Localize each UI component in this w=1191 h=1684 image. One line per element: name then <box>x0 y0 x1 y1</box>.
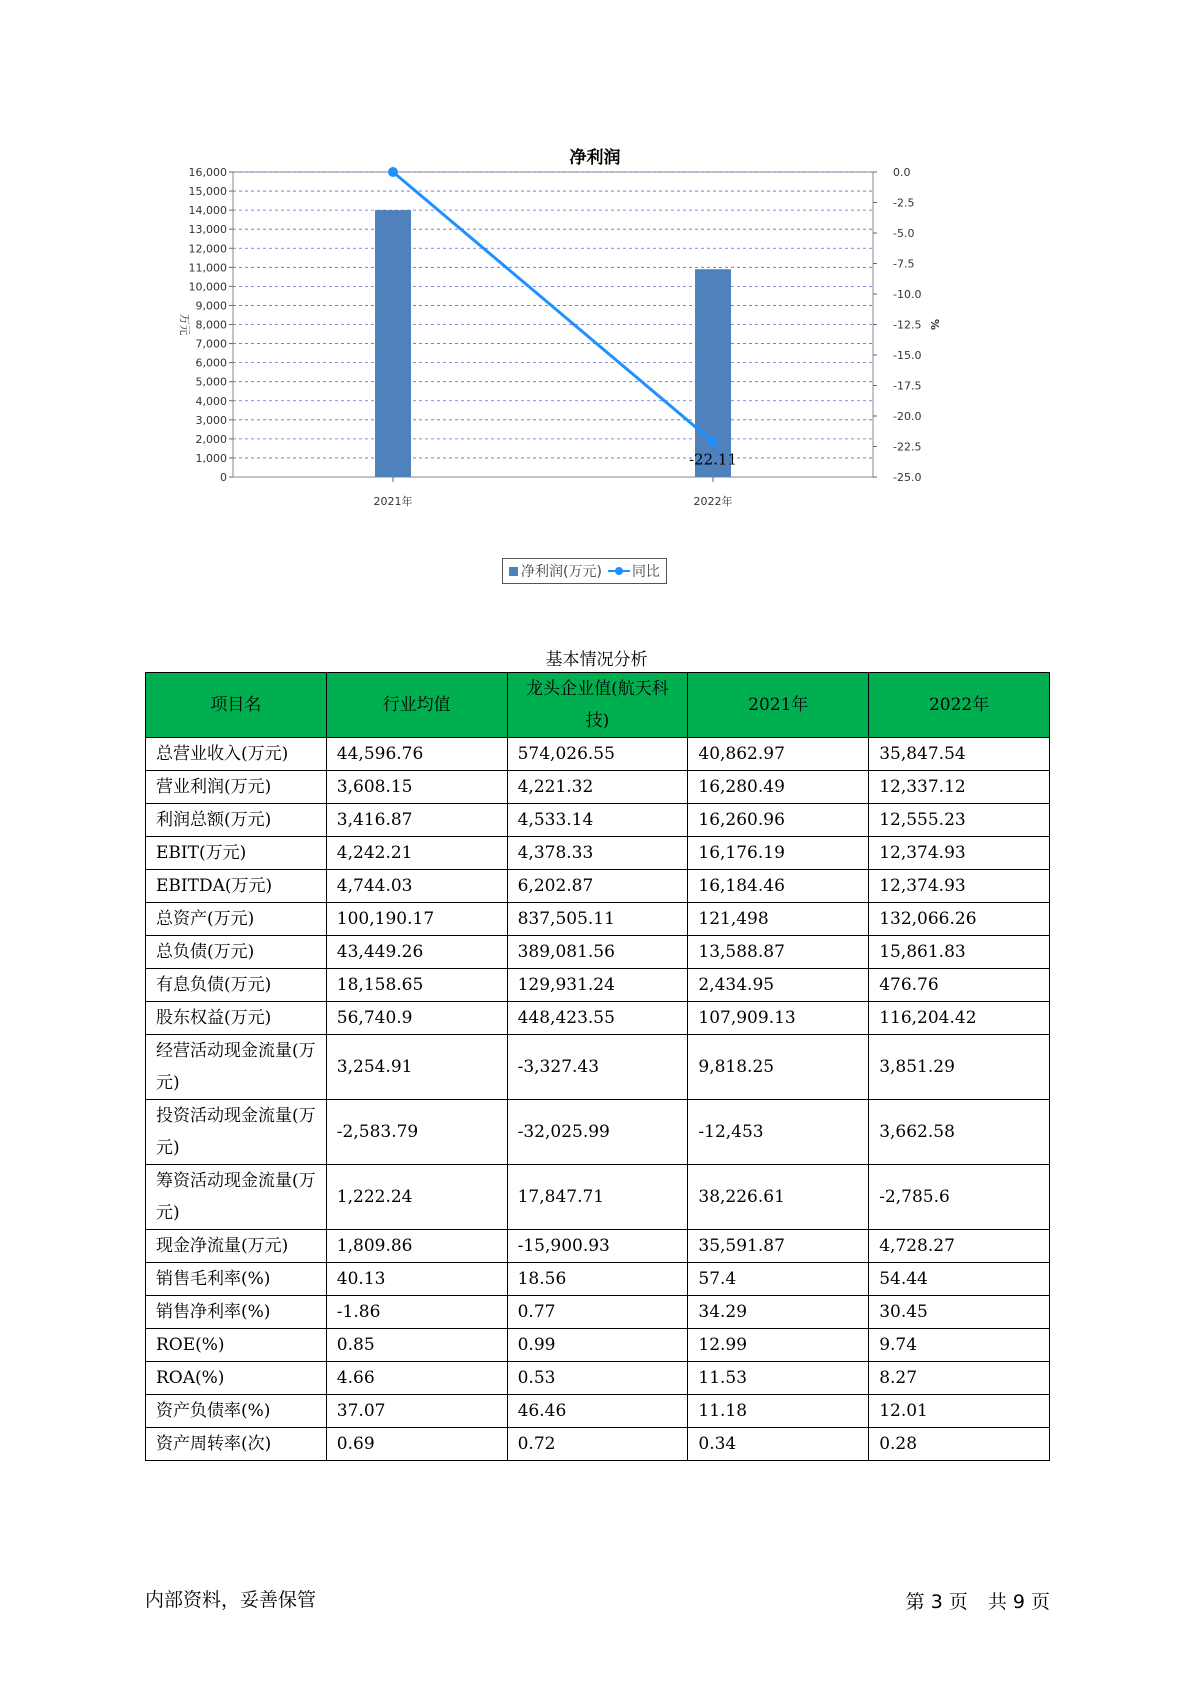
row-label: 利润总额(万元) <box>146 804 327 837</box>
table-cell: 9.74 <box>869 1329 1050 1362</box>
table-cell: 132,066.26 <box>869 903 1050 936</box>
left-tick-label: 3,000 <box>195 413 227 427</box>
table-cell: 0.77 <box>507 1296 688 1329</box>
table-cell: 16,184.46 <box>688 870 869 903</box>
footer-pagination <box>906 1587 1050 1614</box>
table-cell: 34.29 <box>688 1296 869 1329</box>
row-label: 销售净利率(%) <box>146 1296 327 1329</box>
table-row <box>146 1428 1050 1461</box>
table-cell: 3,608.15 <box>326 771 507 804</box>
table-cell: 4,221.32 <box>507 771 688 804</box>
table-cell: 12.99 <box>688 1329 869 1362</box>
table-cell: 0.34 <box>688 1428 869 1461</box>
row-label: 现金净流量(万元) <box>146 1230 327 1263</box>
table-row <box>146 1230 1050 1263</box>
table-cell: 0.72 <box>507 1428 688 1461</box>
table-header-row <box>146 673 1050 738</box>
bar-net-profit <box>375 210 411 477</box>
table-cell: 46.46 <box>507 1395 688 1428</box>
column-header: 2021年 <box>688 673 869 738</box>
legend-item-line <box>608 561 660 581</box>
x-tick-label: 2022年 <box>693 495 733 508</box>
table-cell: 16,280.49 <box>688 771 869 804</box>
table-cell: 0.99 <box>507 1329 688 1362</box>
table-cell: 44,596.76 <box>326 738 507 771</box>
right-tick-label: -15.0 <box>893 349 922 362</box>
row-label: 营业利润(万元) <box>146 771 327 804</box>
table-cell: 2,434.95 <box>688 969 869 1002</box>
table-cell: 0.85 <box>326 1329 507 1362</box>
table-cell: 13,588.87 <box>688 936 869 969</box>
footer-confidential: 内部资料，妥善保管 <box>145 1589 317 1611</box>
table-cell: 6,202.87 <box>507 870 688 903</box>
table-cell: 57.4 <box>688 1263 869 1296</box>
column-header: 龙头企业值(航天科技) <box>507 673 688 738</box>
right-tick-label: 0.0 <box>893 166 911 179</box>
left-tick-label: 16,000 <box>188 166 227 179</box>
table-row <box>146 1100 1050 1165</box>
chart-legend <box>502 558 667 584</box>
table-cell: 3,254.91 <box>326 1035 507 1100</box>
row-label: 投资活动现金流量(万元) <box>146 1100 327 1165</box>
chart-canvas <box>170 135 1020 555</box>
right-tick-label: -7.5 <box>893 257 915 271</box>
yoy-data-label: -22.11 <box>688 450 738 469</box>
right-tick-label: -25.0 <box>893 471 922 484</box>
table-cell: 56,740.9 <box>326 1002 507 1035</box>
table-cell: 17,847.71 <box>507 1165 688 1230</box>
table-cell: -12,453 <box>688 1100 869 1165</box>
table-cell: 448,423.55 <box>507 1002 688 1035</box>
table-cell: 0.69 <box>326 1428 507 1461</box>
table-cell: 12,337.12 <box>869 771 1050 804</box>
row-label: 总资产(万元) <box>146 903 327 936</box>
left-tick-label: 11,000 <box>188 261 227 275</box>
table-cell: 0.53 <box>507 1362 688 1395</box>
yoy-point <box>708 437 718 447</box>
column-header: 2022年 <box>869 673 1050 738</box>
table-cell: 35,847.54 <box>869 738 1050 771</box>
footer-page-number: 第 3 页 <box>905 1591 968 1613</box>
y-axis-label-left: 万元 <box>178 313 191 336</box>
table-cell: 4.66 <box>326 1362 507 1395</box>
table-cell: -2,583.79 <box>326 1100 507 1165</box>
table-cell: -3,327.43 <box>507 1035 688 1100</box>
column-header: 项目名 <box>146 673 327 738</box>
table-cell: 4,378.33 <box>507 837 688 870</box>
right-tick-label: -12.5 <box>893 318 922 332</box>
table-cell: 40.13 <box>326 1263 507 1296</box>
table-cell: 121,498 <box>688 903 869 936</box>
table-cell: 4,533.14 <box>507 804 688 837</box>
left-tick-label: 9,000 <box>195 299 227 313</box>
table-cell: -15,900.93 <box>507 1230 688 1263</box>
table-cell: -32,025.99 <box>507 1100 688 1165</box>
table-cell: 3,851.29 <box>869 1035 1050 1100</box>
table-row <box>146 1002 1050 1035</box>
table-cell: 18,158.65 <box>326 969 507 1002</box>
legend-line-swatch <box>608 566 630 576</box>
row-label: 有息负债(万元) <box>146 969 327 1002</box>
table-row <box>146 837 1050 870</box>
left-tick-label: 6,000 <box>195 356 227 370</box>
right-tick-label: -20.0 <box>893 410 922 423</box>
right-tick-label: -5.0 <box>893 227 915 240</box>
table-cell: 40,862.97 <box>688 738 869 771</box>
chart-title: 净利润 <box>569 148 621 168</box>
x-tick-label: 2021年 <box>373 495 413 508</box>
table-cell: 16,176.19 <box>688 837 869 870</box>
right-tick-label: -2.5 <box>893 196 915 210</box>
table-body <box>146 738 1050 1461</box>
legend-item-bar <box>509 561 602 581</box>
table-caption: 基本情况分析 <box>545 650 648 670</box>
table-cell: -1.86 <box>326 1296 507 1329</box>
left-tick-label: 15,000 <box>188 185 227 199</box>
left-tick-label: 7,000 <box>195 337 227 351</box>
table-row <box>146 804 1050 837</box>
table-cell: 8.27 <box>869 1362 1050 1395</box>
row-label: 筹资活动现金流量(万元) <box>146 1165 327 1230</box>
table-cell: 4,744.03 <box>326 870 507 903</box>
table-cell: 116,204.42 <box>869 1002 1050 1035</box>
table-cell: 54.44 <box>869 1263 1050 1296</box>
table-cell: 476.76 <box>869 969 1050 1002</box>
table-cell: 16,260.96 <box>688 804 869 837</box>
table-cell: 107,909.13 <box>688 1002 869 1035</box>
table-cell: 38,226.61 <box>688 1165 869 1230</box>
legend-bar-label: 净利润(万元) <box>521 564 602 580</box>
table-row <box>146 903 1050 936</box>
table-cell: 3,416.87 <box>326 804 507 837</box>
left-tick-label: 1,000 <box>195 451 227 465</box>
table-row <box>146 738 1050 771</box>
left-tick-label: 14,000 <box>188 204 227 218</box>
row-label: 股东权益(万元) <box>146 1002 327 1035</box>
row-label: 经营活动现金流量(万元) <box>146 1035 327 1100</box>
table-row <box>146 870 1050 903</box>
left-tick-label: 13,000 <box>188 223 227 237</box>
table-cell: 100,190.17 <box>326 903 507 936</box>
table-cell: 12,374.93 <box>869 870 1050 903</box>
table-cell: 389,081.56 <box>507 936 688 969</box>
table-cell: 30.45 <box>869 1296 1050 1329</box>
table-cell: 18.56 <box>507 1263 688 1296</box>
table-cell: -2,785.6 <box>869 1165 1050 1230</box>
yoy-line <box>393 172 713 442</box>
table-row <box>146 1263 1050 1296</box>
yoy-point <box>388 167 398 177</box>
table-cell: 1,809.86 <box>326 1230 507 1263</box>
row-label: 总负债(万元) <box>146 936 327 969</box>
table-cell: 1,222.24 <box>326 1165 507 1230</box>
left-tick-label: 4,000 <box>195 394 227 408</box>
row-label: EBITDA(万元) <box>146 870 327 903</box>
left-tick-label: 0 <box>220 471 227 484</box>
table-cell: 574,026.55 <box>507 738 688 771</box>
column-header: 行业均值 <box>326 673 507 738</box>
table-row <box>146 1035 1050 1100</box>
left-tick-label: 5,000 <box>195 375 227 389</box>
left-tick-label: 12,000 <box>188 242 227 256</box>
table-cell: 9,818.25 <box>688 1035 869 1100</box>
left-tick-label: 10,000 <box>188 280 227 294</box>
table-row <box>146 1296 1050 1329</box>
table-row <box>146 771 1050 804</box>
table-cell: 0.28 <box>869 1428 1050 1461</box>
table-row <box>146 1395 1050 1428</box>
right-tick-label: -22.5 <box>893 440 922 454</box>
table-cell: 4,728.27 <box>869 1230 1050 1263</box>
table-cell: 129,931.24 <box>507 969 688 1002</box>
table-cell: 837,505.11 <box>507 903 688 936</box>
table-cell: 12.01 <box>869 1395 1050 1428</box>
legend-bar-swatch <box>509 567 518 576</box>
table-cell: 3,662.58 <box>869 1100 1050 1165</box>
table-cell: 37.07 <box>326 1395 507 1428</box>
row-label: 资产负债率(%) <box>146 1395 327 1428</box>
table-row <box>146 1362 1050 1395</box>
table-row <box>146 936 1050 969</box>
table-cell: 11.18 <box>688 1395 869 1428</box>
right-tick-label: -10.0 <box>893 288 922 301</box>
row-label: ROE(%) <box>146 1329 327 1362</box>
net-profit-chart <box>170 135 1020 605</box>
table-row <box>146 1329 1050 1362</box>
row-label: 销售毛利率(%) <box>146 1263 327 1296</box>
table-cell: 12,374.93 <box>869 837 1050 870</box>
table-cell: 12,555.23 <box>869 804 1050 837</box>
analysis-table <box>145 672 1050 1461</box>
row-label: 资产周转率(次) <box>146 1428 327 1461</box>
table-cell: 35,591.87 <box>688 1230 869 1263</box>
legend-line-label: 同比 <box>631 564 660 580</box>
table-row <box>146 969 1050 1002</box>
table-cell: 43,449.26 <box>326 936 507 969</box>
left-tick-label: 8,000 <box>195 318 227 332</box>
row-label: EBIT(万元) <box>146 837 327 870</box>
table-row <box>146 1165 1050 1230</box>
y-axis-label-right: % <box>928 318 941 331</box>
row-label: ROA(%) <box>146 1362 327 1395</box>
table-cell: 11.53 <box>688 1362 869 1395</box>
footer-page-total: 共 9 页 <box>987 1591 1050 1613</box>
table-cell: 4,242.21 <box>326 837 507 870</box>
left-tick-label: 2,000 <box>195 432 227 446</box>
right-tick-label: -17.5 <box>893 379 922 393</box>
row-label: 总营业收入(万元) <box>146 738 327 771</box>
table-cell: 15,861.83 <box>869 936 1050 969</box>
